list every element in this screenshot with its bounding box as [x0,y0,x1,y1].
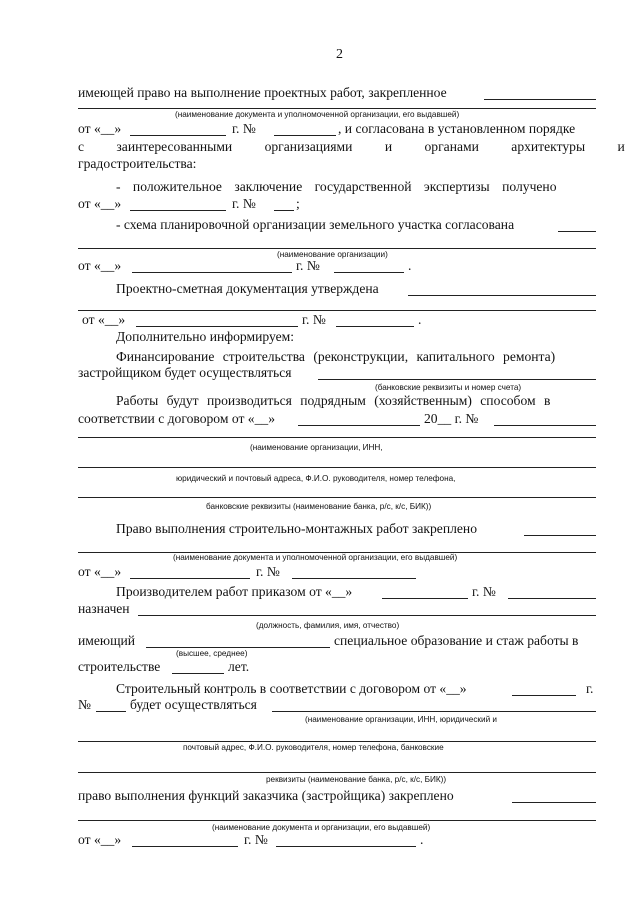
text-line: г. № [232,196,256,211]
text-line: будет осуществляться [130,697,257,712]
blank-field[interactable] [132,272,292,273]
blank-field[interactable] [276,846,416,847]
text-line: № [78,697,91,712]
text-line: . [420,832,424,847]
text-line: лет. [228,659,250,674]
text-line: Дополнительно информируем: [116,329,294,344]
text-line: от «__» [82,312,126,327]
blank-field[interactable] [78,248,596,249]
blank-field[interactable] [292,578,416,579]
text-line: г. № [472,584,496,599]
blank-field[interactable] [318,379,596,380]
field-caption: юридический и почтовый адреса, Ф.И.О. руководителя, номер телефона, [176,474,456,483]
blank-field[interactable] [484,99,596,100]
text-line: имеющий [78,633,136,648]
blank-field[interactable] [78,497,596,498]
field-caption: (наименование организации) [277,250,388,259]
blank-field[interactable] [132,846,238,847]
text-line: имеющей право на выполнение проектных работ, закрепленное [78,85,447,100]
blank-field[interactable] [298,425,420,426]
text-line: Строительный контроль в соответствии с договором от «__» [116,681,467,696]
text-line: г. № [244,832,268,847]
blank-field[interactable] [524,535,596,536]
text-line: назначен [78,601,130,616]
blank-field[interactable] [512,695,576,696]
blank-field[interactable] [274,210,294,211]
field-caption: реквизиты (наименование банка, р/с, к/с, БИК)) [266,775,447,784]
blank-field[interactable] [130,135,226,136]
text-line: . [408,258,412,273]
text-line: право выполнения функций заказчика (застройщика) закреплено [78,788,454,803]
text-line: от «__» [78,121,122,136]
text-line: г. [586,681,594,696]
blank-field[interactable] [138,615,596,616]
blank-field[interactable] [78,820,596,821]
text-line: строительстве [78,659,161,674]
blank-field[interactable] [78,467,596,468]
blank-field[interactable] [78,310,596,311]
field-caption: (наименование документа и уполномоченной организации, его выдавшей) [173,553,458,562]
text-line: г. № [296,258,320,273]
blank-field[interactable] [494,425,596,426]
blank-field[interactable] [272,711,596,712]
blank-field[interactable] [96,711,126,712]
blank-field[interactable] [508,598,596,599]
blank-field[interactable] [130,210,226,211]
blank-field[interactable] [78,741,596,742]
blank-field[interactable] [512,802,596,803]
text-line: от «__» [78,196,122,211]
field-caption: (наименование документа и уполномоченной организации, его выдавшей) [175,110,460,119]
page-number: 2 [336,47,343,62]
field-caption: (наименование организации, ИНН, юридический и [305,715,497,724]
text-line: - схема планировочной организации земельного участка согласована [116,217,515,232]
text-line: Производителем работ приказом от «__» [116,584,353,599]
field-caption: (наименование документа и организации, его выдавшей) [212,823,431,832]
text-line: застройщиком будет осуществляться [78,365,292,380]
text-line: от «__» [78,258,122,273]
field-caption: (банковские реквизиты и номер счета) [375,383,522,392]
field-caption: (наименование организации, ИНН, [250,443,383,452]
text-line: Проектно-сметная документация утверждена [116,281,379,296]
blank-field[interactable] [558,231,596,232]
text-line: Финансирование строительства (реконструкции, капитального ремонта) [116,349,556,364]
text-line: , и согласована в установленном порядке [338,121,576,136]
blank-field[interactable] [382,598,468,599]
field-caption: банковские реквизиты (наименование банка, р/с, к/с, БИК)) [206,502,432,511]
blank-field[interactable] [130,578,250,579]
text-line: ; [296,196,300,211]
text-line: с заинтересованными организациями и органами архитектуры и [78,139,625,154]
text-line: соответствии с договором от «__» [78,411,275,426]
field-caption: (должность, фамилия, имя, отчество) [256,621,400,630]
field-caption: (высшее, среднее) [176,649,248,658]
blank-field[interactable] [334,272,404,273]
text-line: 20__ г. № [424,411,479,426]
text-line: г. № [232,121,256,136]
text-line: от «__» [78,564,122,579]
text-line: . [418,312,422,327]
blank-field[interactable] [78,108,596,109]
blank-field[interactable] [78,772,596,773]
text-line: градостроительства: [78,156,197,171]
text-line: специальное образование и стаж работы в [334,633,579,648]
field-caption: почтовый адрес, Ф.И.О. руководителя, номер телефона, банковские [183,743,444,752]
blank-field[interactable] [172,673,224,674]
text-line: Работы будут производиться подрядным (хозяйственным) способом в [116,393,551,408]
blank-field[interactable] [408,295,596,296]
blank-field[interactable] [136,326,298,327]
text-line: г. № [256,564,280,579]
text-line: - положительное заключение государственной экспертизы получено [116,179,557,194]
text-line: от «__» [78,832,122,847]
blank-field[interactable] [146,647,330,648]
text-line: г. № [302,312,326,327]
text-line: Право выполнения строительно-монтажных работ закреплено [116,521,477,536]
blank-field[interactable] [274,135,336,136]
blank-field[interactable] [336,326,414,327]
blank-field[interactable] [78,437,596,438]
